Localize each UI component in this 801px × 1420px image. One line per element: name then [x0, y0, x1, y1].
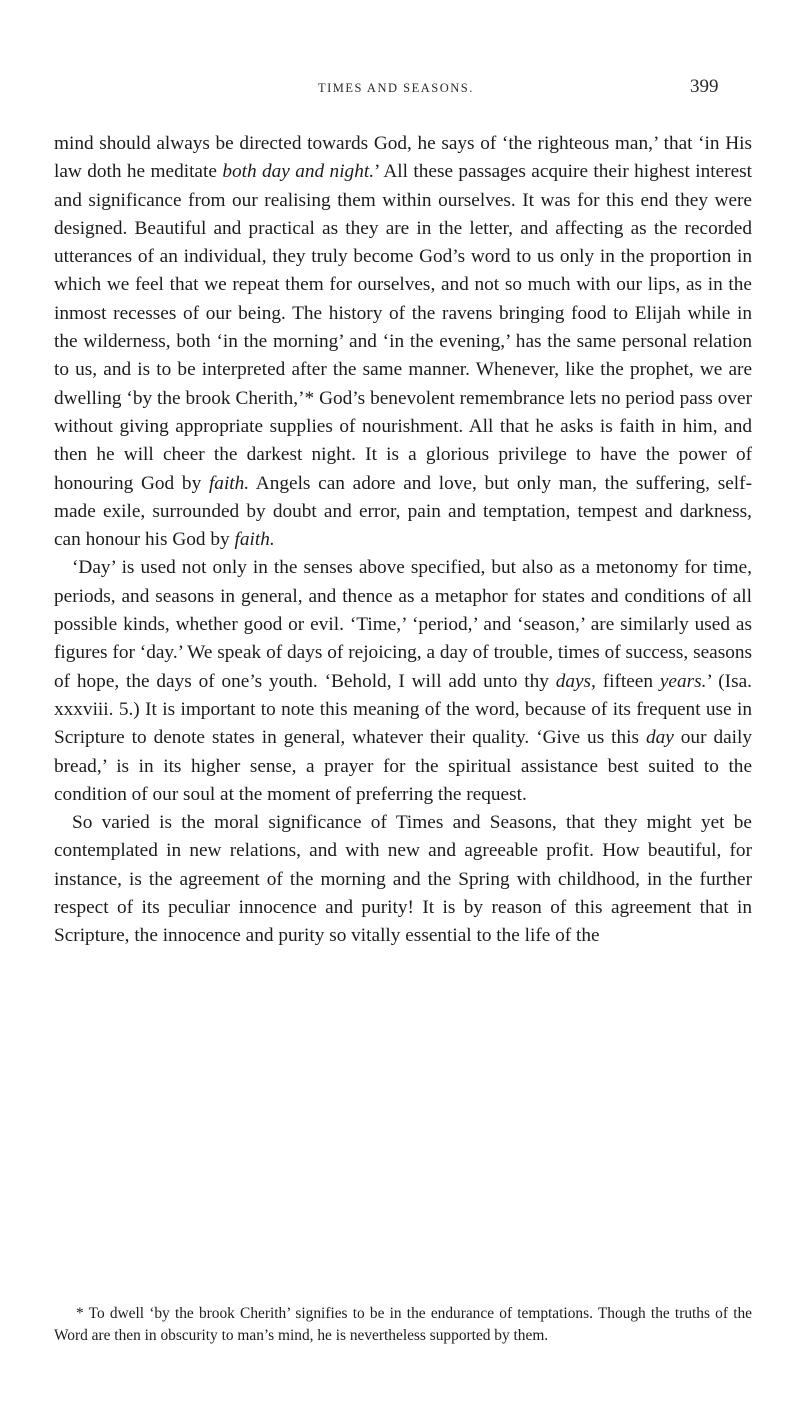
paragraph-2-text-4: our daily bread,’ is in its higher sense, a prayer for the spiritual assistance best suited to the condition of our soul at the moment of preferring the request.: [54, 727, 753, 805]
paragraph-2-italic-1: days,: [555, 670, 596, 692]
paragraph-2-text-3: ’ (Isa. xxxviii. 5.) It is important to note this meaning of the word, because of its frequent use in Scripture to denote states in general, whatever their quality. ‘Give us this: [54, 670, 752, 749]
paragraph-1-text-3: Angels can adore and love, but only man, the suffering, self-made exile, surrounded by doubt and error, pain and temptation, tempest and darkness, can honour his God by: [54, 472, 752, 551]
paragraph-2-text-2: fifteen: [595, 670, 660, 692]
running-title: TIMES AND SEASONS.: [318, 81, 474, 95]
paragraph-1: [54, 130, 752, 554]
body-text: [54, 130, 752, 951]
page-number: 399: [690, 76, 719, 97]
paragraph-1-italic-1: both day and night.: [222, 161, 375, 183]
paragraph-2-italic-2: years.: [659, 670, 707, 692]
paragraph-3: [54, 809, 752, 950]
paragraph-2-italic-3: day: [645, 727, 674, 749]
paragraph-3-text-1: So varied is the moral significance of Times and Seasons, that they might yet be contemplated in new relations, and with new and agreeable profit. How beautiful, for instance, is the agreement of the morning and the Spring with childhood, in the further respect of its peculiar innocence and purity! It is by reason of this agreement that in Scripture, the innocence and purity so vitally essential to the life of the: [54, 812, 752, 947]
paragraph-1-text-2: ’ All these passages acquire their highest interest and significance from our realising them within ourselves. It was for this end they were designed. Beautiful and practical as they are in the letter, and affecting as the recorded utterances of an individual, they truly become God’s word to us only in the proportion in which we feel that we repeat them for ourselves, and not so much with our lips, as in the inmost recesses of our being. The history of the ravens bringing food to Elijah while in the wilderness, both ‘in the morning’ and ‘in the evening,’ has the same personal relation to us, and is to be interpreted after the same manner. Whenever, like the prophet, we are dwelling ‘by the brook Cherith,’* God’s benevolent remembrance lets no period pass over without giving appropriate supplies of nourishment. All that he asks is faith in him, and then he will cheer the darkest night. It is a glorious privilege to have the power of honouring God by: [54, 161, 752, 494]
paragraph-1-text-1: mind should always be directed towards God, he says of ‘the righteous man,’ that ‘in His law doth he meditate: [54, 133, 752, 183]
footnote-text: * To dwell ‘by the brook Cherith’ signifies to be in the endurance of temptations. Though the truths of the Word are then in obscurity to man’s mind, he is nevertheless supported by them.: [54, 1305, 752, 1344]
paragraph-1-italic-2: faith.: [208, 472, 250, 494]
paragraph-2: [54, 554, 752, 809]
paragraph-1-italic-3: faith.: [234, 529, 275, 551]
paragraph-2-text-1: ‘Day’ is used not only in the senses above specified, but also as a metonomy for time, periods, and seasons in general, and thence as a metaphor for states and conditions of all possible kinds, whether good or evil. ‘Time,’ ‘period,’ and ‘season,’ are similarly used as figures for ‘day.’ We speak of days of rejoicing, a day of trouble, times of success, seasons of hope, the days of one’s youth. ‘Behold, I will add unto thy: [54, 557, 752, 692]
footnote: [54, 1303, 752, 1347]
